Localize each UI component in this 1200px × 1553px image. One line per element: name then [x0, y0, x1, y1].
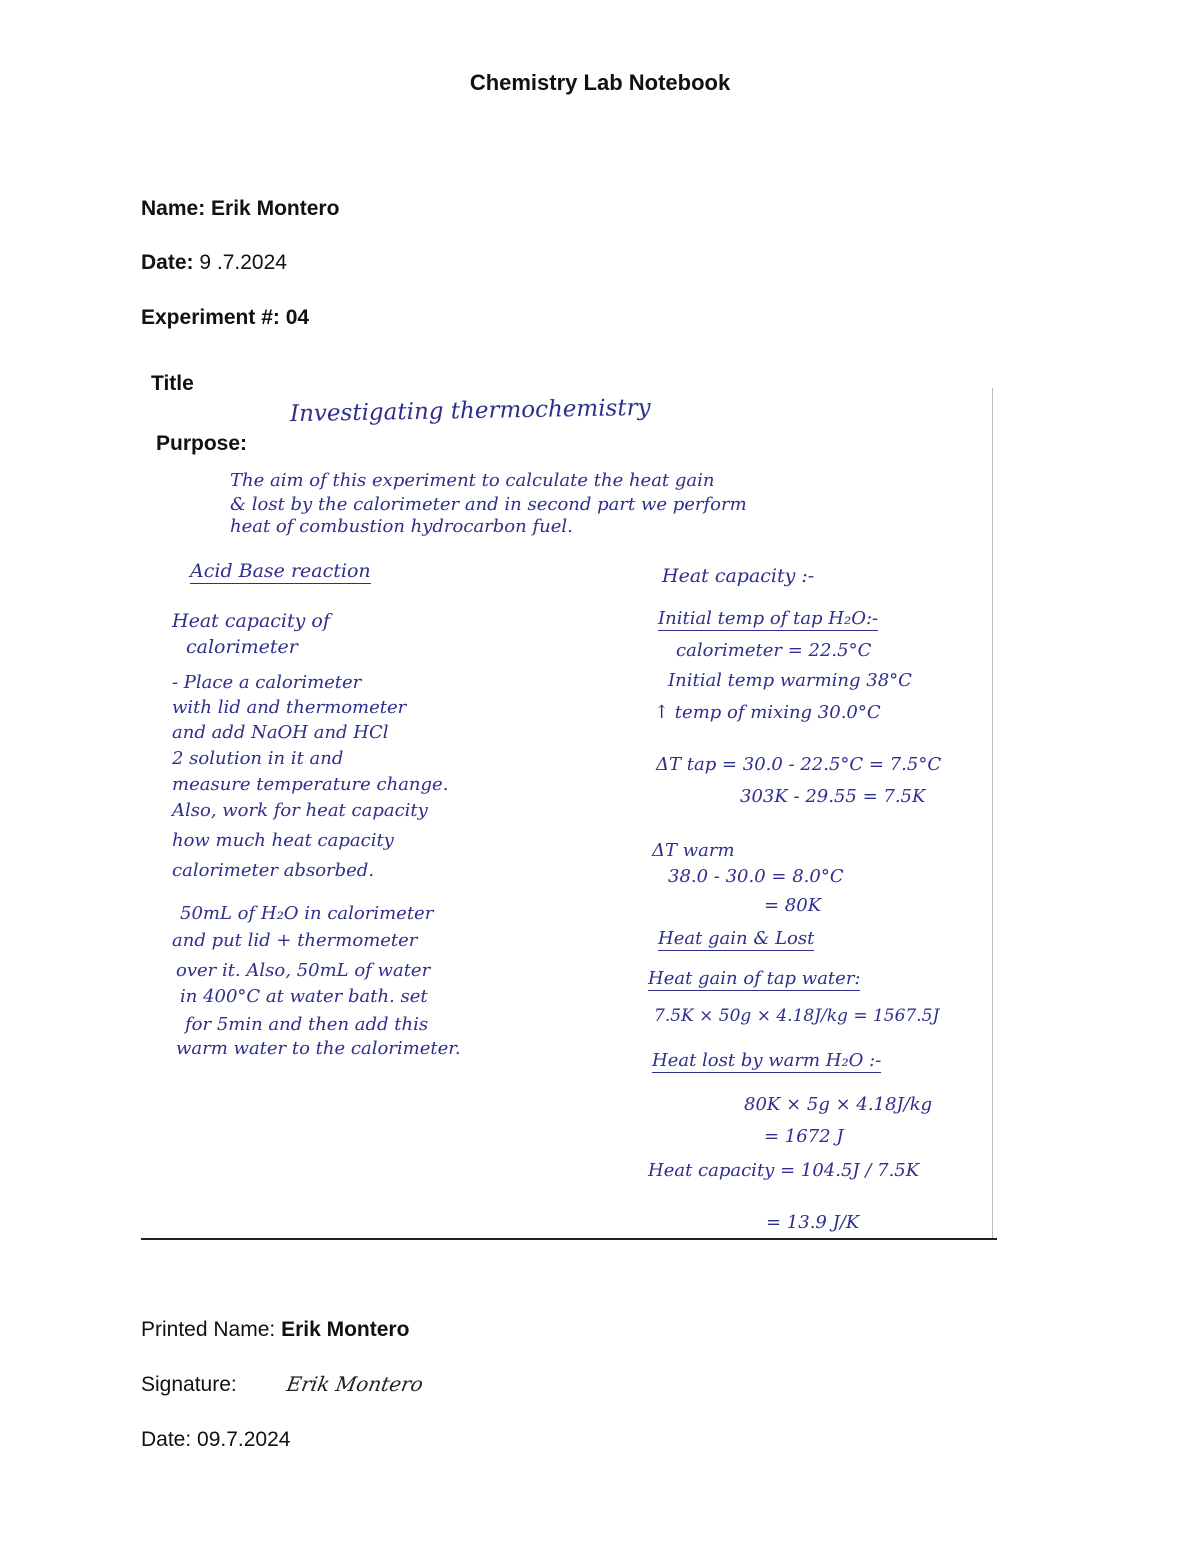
- experiment-label: Experiment #:: [141, 306, 280, 329]
- right-line: 7.5K × 50g × 4.18J/kg = 1567.5J: [654, 1006, 940, 1026]
- right-line: = 80K: [764, 895, 822, 916]
- procedure-line: - Place a calorimeter: [172, 672, 362, 693]
- procedure-line: 2 solution in it and: [172, 748, 344, 769]
- name-value: Erik Montero: [211, 197, 340, 220]
- procedure-line: calorimeter absorbed.: [172, 860, 375, 881]
- footer-date-field: [141, 1428, 290, 1452]
- right-line: ΔT warm: [652, 840, 735, 861]
- experiment-field: [141, 306, 309, 330]
- name-field: [141, 197, 339, 221]
- date-field: [141, 251, 287, 275]
- procedure-line: how much heat capacity: [172, 830, 394, 851]
- right-heading: Heat capacity :-: [662, 565, 815, 587]
- right-line: Heat gain & Lost: [658, 928, 815, 949]
- procedure-line: and put lid + thermometer: [172, 930, 418, 951]
- signature: Erik Montero: [284, 1372, 426, 1396]
- notebook-photo-edge: [992, 388, 993, 1238]
- right-line: = 13.9 J/K: [766, 1212, 860, 1233]
- right-line: Heat capacity = 104.5J / 7.5K: [648, 1160, 920, 1181]
- procedure-line: over it. Also, 50mL of water: [176, 960, 431, 981]
- purpose-line: heat of combustion hydrocarbon fuel.: [230, 516, 573, 537]
- purpose-label: Purpose:: [156, 432, 248, 455]
- right-line: Initial temp warming 38°C: [668, 670, 912, 691]
- footer-date-value: 09.7.2024: [197, 1428, 291, 1451]
- procedure-line: in 400°C at water bath. set: [180, 986, 428, 1007]
- right-line: 38.0 - 30.0 = 8.0°C: [668, 866, 844, 887]
- right-line: ΔT tap = 30.0 - 22.5°C = 7.5°C: [656, 754, 942, 775]
- procedure-line: Also, work for heat capacity: [172, 800, 428, 821]
- left-heading: Acid Base reaction: [190, 560, 371, 582]
- handwritten-title: Investigating thermochemistry: [289, 394, 651, 428]
- printed-name-field: [141, 1318, 409, 1342]
- right-line: Heat lost by warm H₂O :-: [652, 1050, 882, 1071]
- procedure-line: 50mL of H₂O in calorimeter: [180, 903, 434, 924]
- printed-name-label: Printed Name:: [141, 1318, 276, 1341]
- right-line: calorimeter = 22.5°C: [676, 640, 872, 661]
- procedure-line: and add NaOH and HCl: [172, 722, 389, 743]
- signature-label: Signature:: [141, 1373, 237, 1396]
- procedure-line: warm water to the calorimeter.: [176, 1038, 461, 1059]
- document-title: Chemistry Lab Notebook: [469, 70, 731, 95]
- right-line: 80K × 5g × 4.18J/kg: [744, 1094, 933, 1115]
- section-divider: [141, 1238, 997, 1240]
- purpose-line: The aim of this experiment to calculate the heat gain: [230, 470, 715, 491]
- left-subheading: calorimeter: [186, 636, 298, 658]
- printed-name-value: Erik Montero: [281, 1318, 410, 1341]
- procedure-line: for 5min and then add this: [185, 1014, 429, 1035]
- title-label: Title: [151, 372, 194, 395]
- right-line: = 1672 J: [764, 1126, 844, 1147]
- right-line: ↑ temp of mixing 30.0°C: [654, 702, 881, 723]
- left-subheading: Heat capacity of: [172, 610, 330, 632]
- purpose-line: & lost by the calorimeter and in second part we perform: [230, 494, 747, 515]
- experiment-value: 04: [285, 306, 310, 329]
- procedure-line: measure temperature change.: [172, 774, 449, 795]
- procedure-line: with lid and thermometer: [172, 697, 407, 718]
- date-value: 9 .7.2024: [199, 251, 287, 274]
- footer-date-label: Date:: [141, 1428, 192, 1451]
- date-label: Date:: [141, 251, 194, 274]
- right-line: 303K - 29.55 = 7.5K: [740, 786, 926, 807]
- right-line: Initial temp of tap H₂O:-: [658, 608, 879, 629]
- name-label: Name:: [141, 197, 206, 220]
- right-line: Heat gain of tap water:: [648, 968, 861, 989]
